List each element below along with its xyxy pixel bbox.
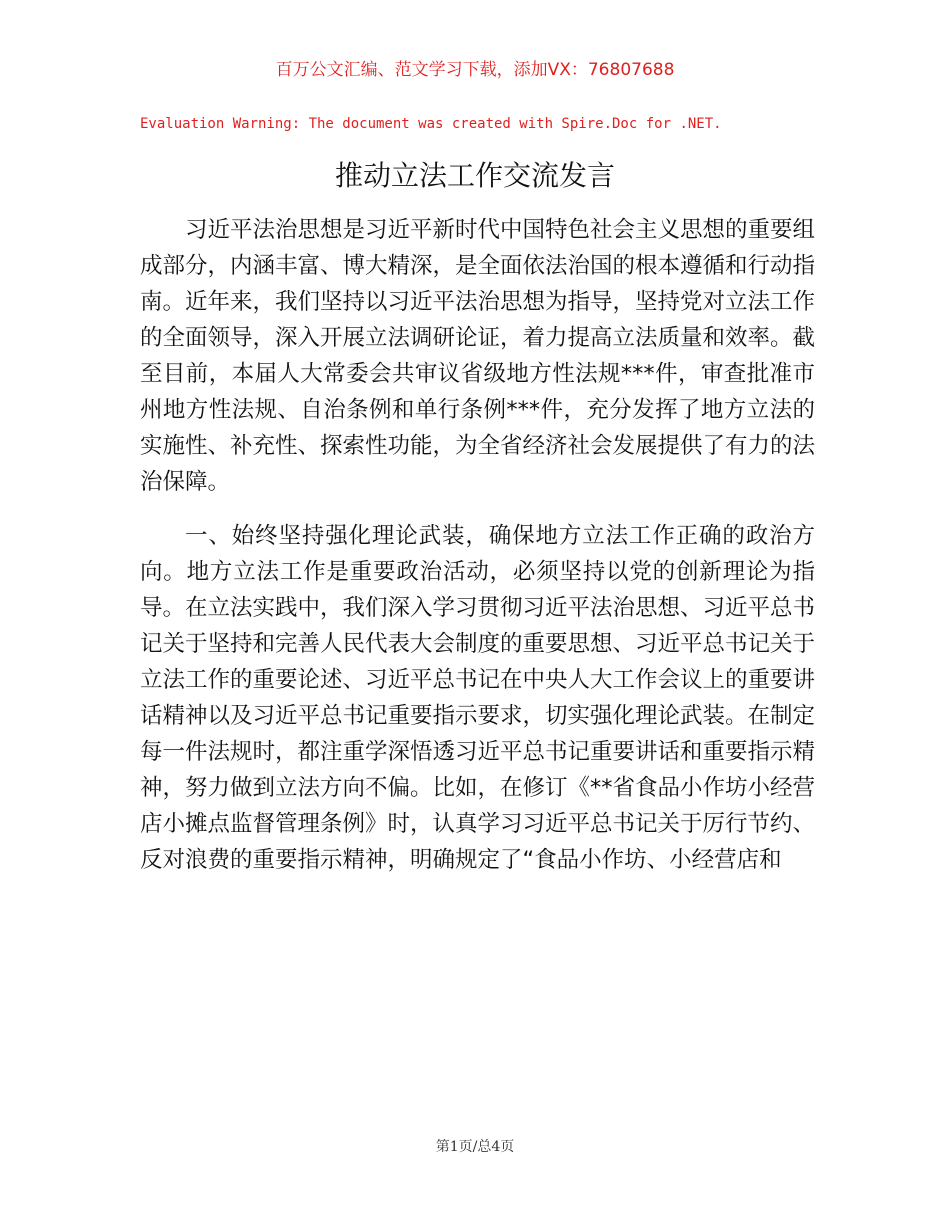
paragraph-intro: 习近平法治思想是习近平新时代中国特色社会主义思想的重要组成部分，内涵丰富、博大精深，是全面依法治国的根本遵循和行动指南。近年来，我们坚持以习近平法治思想为指导，坚持党对立法工作的全面领导，深入开展立法调研论证，着力提高立法质量和效率。截至目前，本届人大常委会共审议省级地方性法规***件，审查批准市州地方性法规、自治条例和单行条例***件，充分发挥了地方立法的实施性、补充性、探索性功能，为全省经济社会发展提供了有力的法治保障。: [140, 217, 816, 495]
evaluation-warning: Evaluation Warning: The document was created with Spire.Doc for .NET.: [140, 116, 722, 132]
page-title: 推动立法工作交流发言: [334, 159, 615, 192]
page-number-footer: 第1页/总4页: [435, 1139, 515, 1155]
promo-header: 百万公文汇编、范文学习下载，添加VX：76807688: [275, 60, 675, 80]
paragraph-section-one: 一、始终坚持强化理论武装，确保地方立法工作正确的政治方向。地方立法工作是重要政治活动，必须坚持以党的创新理论为指导。在立法实践中，我们深入学习贯彻习近平法治思想、习近平总书记关于坚持和完善人民代表大会制度的重要思想、习近平总书记关于立法工作的重要论述、习近平总书记在中央人大工作会议上的重要讲话精神以及习近平总书记重要指示要求，切实强化理论武装。在制定每一件法规时，都注重学深悟透习近平总书记重要讲话和重要指示精神，努力做到立法方向不偏。比如，在修订《**省食品小作坊小经营店小摊点监督管理条例》时，认真学习习近平总书记关于厉行节约、反对浪费的重要指示精神，明确规定了“食品小作坊、小经营店和: [140, 523, 816, 873]
document-body: [140, 212, 815, 878]
